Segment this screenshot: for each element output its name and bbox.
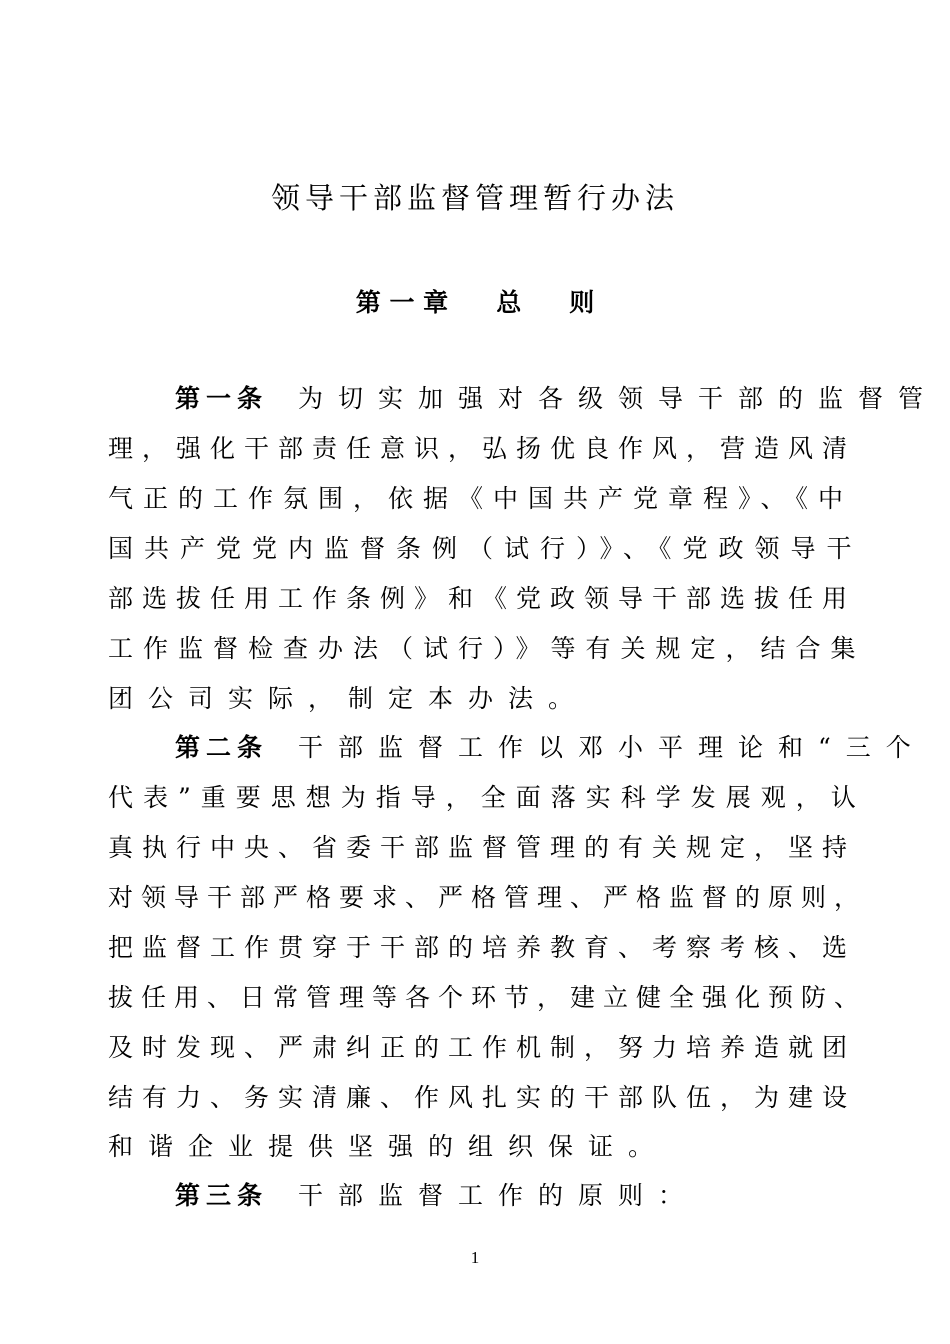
chapter-title-2: 则 [569,288,595,317]
article-3-label: 第三条 [175,1181,269,1210]
chapter-heading [0,283,950,319]
chapter-title-1: 总 [496,288,522,317]
article-1-line-3: 气正的工作氛围，依据《中国共产党章程》、《中 [108,484,854,513]
article-1-line-4: 国共产党党内监督条例（试行）》、《党政领导干 [108,534,863,563]
article-2-line-1 [175,728,926,768]
article-3-line-1 [175,1176,855,1216]
article-2-line-5: 把监督工作贯穿于干部的培养教育、考察考核、选 [108,933,857,962]
article-2-line-9: 和谐企业提供坚强的组织保证。 [108,1132,669,1161]
page-number: 1 [470,1248,480,1267]
article-2-line-2: 代表”重要思想为指导，全面落实科学发展观，认 [108,783,866,812]
article-1-label: 第一条 [175,384,269,413]
article-2-line-3: 真执行中央、省委干部监督管理的有关规定，坚持 [108,833,857,862]
article-2-line-7: 及时发现、严肃纠正的工作机制，努力培养造就团 [108,1033,857,1062]
article-1-line-1 [175,379,939,419]
article-2-line-4: 对领导干部严格要求、严格管理、严格监督的原则， [108,883,868,912]
article-2-line-6: 拔任用、日常管理等各个环节，建立健全强化预防、 [108,983,868,1012]
article-1-line-2: 理，强化干部责任意识，弘扬优良作风，营造风清 [108,434,857,463]
article-1-line-7: 团公司实际，制定本办法。 [108,684,589,713]
article-2-text: 干部监督工作以邓小平理论和“三个 [298,733,926,762]
article-2-label: 第二条 [175,733,269,762]
article-3-text: 干部监督工作的原则： [298,1181,699,1210]
article-2-line-8: 结有力、务实清廉、作风扎实的干部队伍，为建设 [108,1083,857,1112]
chapter-number: 第 一 章 [355,288,449,317]
article-1-text: 为切实加强对各级领导干部的监督管 [298,384,939,413]
article-1-line-6: 工作监督检查办法（试行）》等有关规定，结合集 [108,634,866,663]
article-1-line-5: 部选拔任用工作条例》和《党政领导干部选拔任用 [108,584,857,613]
document-title: 领导干部监督管理暂行办法 [270,181,679,215]
